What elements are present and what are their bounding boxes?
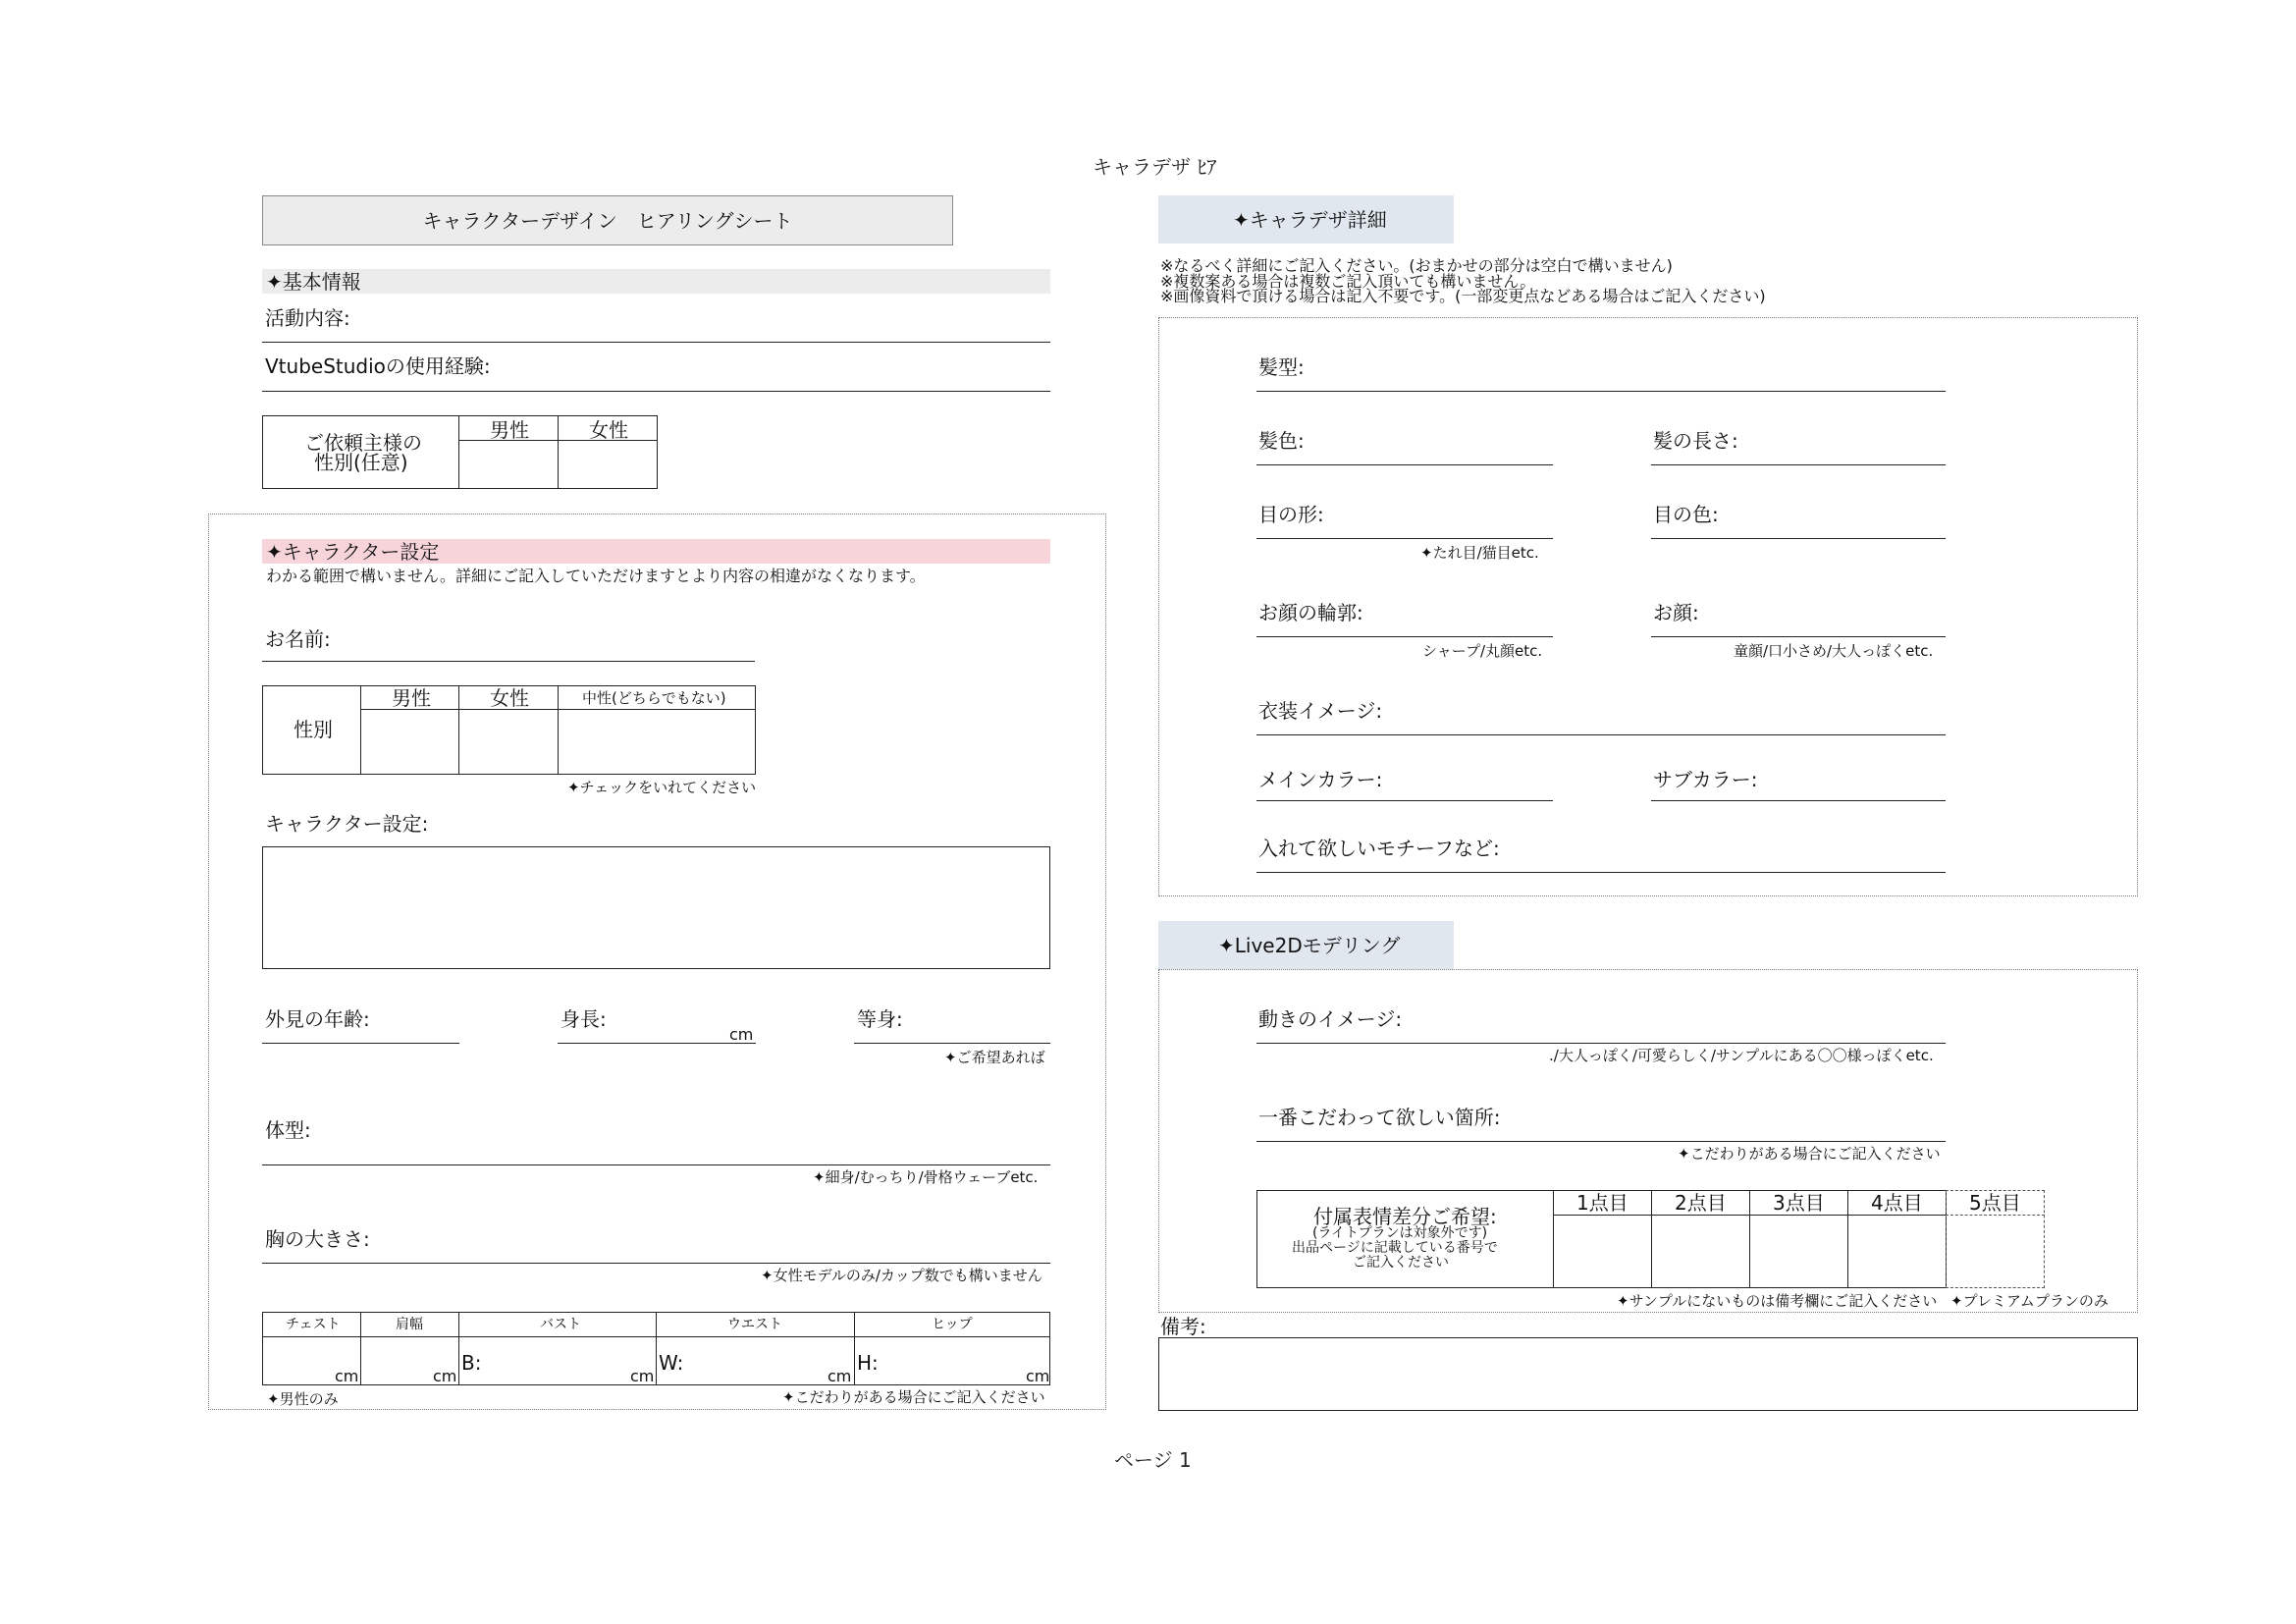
measure-header-shoulder: 肩幅 (396, 1317, 423, 1332)
chest-size-note: ✦女性モデルのみ/カップ数でも構いません (761, 1267, 1042, 1284)
name-label: お名前: (265, 627, 331, 651)
age-label: 外見の年齢: (265, 1007, 370, 1031)
sample-note: ✦サンプルにないものは備考欄にご記入ください (1617, 1292, 1938, 1310)
face-note: 童顔/口小さめ/大人っぽくetc. (1734, 642, 1934, 660)
eye-color-field[interactable] (1651, 538, 1946, 539)
character-setting-textarea[interactable] (262, 846, 1050, 969)
character-gender-male-checkbox[interactable] (362, 711, 457, 773)
face-outline-label: お顔の輪郭: (1258, 601, 1363, 624)
eye-shape-label: 目の形: (1258, 503, 1324, 526)
expression-label-1: 付属表情差分ご希望: (1313, 1205, 1497, 1228)
eye-shape-field[interactable] (1256, 538, 1553, 539)
motion-note: ./大人っぽく/可愛らしく/サンプルにある〇〇様っぽくetc. (1549, 1047, 1934, 1064)
sub-color-label: サブカラー: (1653, 768, 1758, 791)
sheet-title-box (262, 195, 953, 245)
expression-label-3: 出品ページに記載している番号で (1292, 1240, 1498, 1256)
page-footer-number: ページ 1 (1114, 1448, 1192, 1472)
expression-point-2-input[interactable] (1653, 1217, 1748, 1286)
client-gender-male-header: 男性 (490, 418, 529, 442)
height-label: 身長: (561, 1007, 607, 1031)
face-field[interactable] (1651, 636, 1946, 637)
vtube-studio-field[interactable] (262, 391, 1050, 392)
expression-point-4-input[interactable] (1849, 1217, 1945, 1286)
focus-field[interactable] (1256, 1141, 1946, 1142)
expression-point-2-header: 2点目 (1675, 1191, 1727, 1215)
measure-waist-input[interactable] (658, 1338, 853, 1383)
expression-point-5-header: 5点目 (1969, 1191, 2021, 1215)
measure-header-chest: チェスト (286, 1317, 341, 1332)
sub-color-field[interactable] (1651, 800, 1946, 801)
remarks-textarea[interactable] (1158, 1337, 2138, 1411)
premium-note: ✦プレミアムプランのみ (1950, 1292, 2109, 1310)
waist-unit: cm (828, 1367, 852, 1385)
costume-field[interactable] (1256, 734, 1946, 735)
hairstyle-label: 髪型: (1258, 355, 1305, 379)
measure-header-hip: ヒップ (932, 1317, 973, 1332)
hair-color-field[interactable] (1256, 464, 1553, 465)
hairstyle-field[interactable] (1256, 391, 1946, 392)
hip-prefix: H: (857, 1351, 879, 1375)
detail-note-1: ※なるべく詳細にご記入ください。(おまかせの部分は空白で構いません) (1160, 256, 1673, 275)
chest-unit: cm (335, 1367, 359, 1385)
character-setting-label: キャラクター設定: (265, 812, 429, 836)
client-gender-female-checkbox[interactable] (560, 442, 656, 487)
face-label: お顔: (1653, 601, 1699, 624)
sheet-title: キャラクターデザイン ヒアリングシート (422, 209, 793, 233)
name-field[interactable] (262, 661, 755, 662)
client-gender-female-header: 女性 (589, 418, 628, 442)
character-gender-male-header: 男性 (392, 686, 431, 710)
bust-unit: cm (630, 1367, 655, 1385)
expression-label-2: (ライトプランは対象外です) (1312, 1225, 1488, 1241)
check-note: ✦チェックをいれてください (567, 779, 757, 796)
height-unit: cm (729, 1025, 754, 1044)
basic-info-heading: ✦基本情報 (266, 270, 361, 294)
activity-label: 活動内容: (265, 306, 350, 330)
motion-field[interactable] (1256, 1043, 1946, 1044)
face-outline-field[interactable] (1256, 636, 1553, 637)
proportion-field[interactable] (854, 1043, 1050, 1044)
height-field[interactable] (558, 1043, 756, 1044)
character-gender-label: 性別 (294, 718, 333, 741)
main-color-field[interactable] (1256, 800, 1553, 801)
male-only-note: ✦男性のみ (267, 1390, 339, 1408)
hair-length-label: 髪の長さ: (1653, 429, 1738, 453)
detail-heading: ✦キャラデザ詳細 (1233, 208, 1387, 232)
detail-note-3: ※画像資料で頂ける場合は記入不要です。(一部変更点などある場合はご記入ください) (1160, 287, 1766, 305)
expression-point-4-header: 4点目 (1871, 1191, 1923, 1215)
motif-label: 入れて欲しいモチーフなど: (1258, 837, 1500, 860)
focus-label: 一番こだわって欲しい箇所: (1258, 1106, 1501, 1129)
live2d-heading: ✦Live2Dモデリング (1218, 934, 1401, 957)
measurements-note: ✦こだわりがある場合にご記入ください (782, 1388, 1045, 1406)
hair-color-label: 髪色: (1258, 429, 1305, 453)
costume-label: 衣装イメージ: (1258, 699, 1383, 723)
page-header-title: キャラデザ ﾋｱ (1093, 155, 1217, 179)
character-intro: わかる範囲で構いません。詳細にご記入していただけますとより内容の相違がなくなります。 (266, 567, 926, 585)
client-gender-male-checkbox[interactable] (460, 442, 556, 487)
eye-shape-note: ✦たれ目/猫目etc. (1420, 544, 1539, 562)
chest-size-field[interactable] (262, 1263, 1050, 1264)
chest-size-label: 胸の大きさ: (265, 1227, 370, 1251)
eye-color-label: 目の色: (1653, 503, 1719, 526)
body-type-label: 体型: (265, 1118, 311, 1142)
hip-unit: cm (1026, 1367, 1050, 1385)
body-type-field[interactable] (262, 1164, 1050, 1165)
proportion-label: 等身: (857, 1007, 903, 1031)
expression-label-4: ご記入ください (1353, 1255, 1449, 1271)
detail-note-2: ※複数案ある場合は複数ご記入頂いても構いません。 (1160, 272, 1536, 291)
expression-point-3-input[interactable] (1751, 1217, 1846, 1286)
expression-point-3-header: 3点目 (1773, 1191, 1825, 1215)
client-gender-label-1: ご依頼主様の (304, 431, 422, 455)
measure-header-bust: バスト (540, 1317, 581, 1332)
bust-prefix: B: (461, 1351, 482, 1375)
expression-point-1-input[interactable] (1555, 1217, 1650, 1286)
character-gender-female-checkbox[interactable] (460, 711, 556, 773)
motif-field[interactable] (1256, 872, 1946, 873)
expression-point-5-input[interactable] (1948, 1217, 2043, 1286)
focus-note: ✦こだわりがある場合にご記入ください (1678, 1145, 1941, 1163)
client-gender-label-2: 性別(任意) (314, 451, 408, 474)
face-outline-note: シャープ/丸顔etc. (1422, 642, 1543, 660)
shoulder-unit: cm (433, 1367, 457, 1385)
measure-hip-input[interactable] (856, 1338, 1049, 1383)
character-gender-neutral-checkbox[interactable] (560, 711, 754, 773)
main-color-label: メインカラー: (1258, 768, 1383, 791)
vtube-studio-label: VtubeStudioの使用経験: (265, 354, 491, 378)
body-type-note: ✦細身/むっちり/骨格ウェーブetc. (813, 1168, 1039, 1186)
waist-prefix: W: (659, 1351, 684, 1375)
basic-info-heading-bar (262, 269, 1050, 294)
remarks-label: 備考: (1160, 1315, 1206, 1338)
activity-field[interactable] (262, 342, 1050, 343)
measure-bust-input[interactable] (460, 1338, 655, 1383)
motion-label: 動きのイメージ: (1258, 1007, 1403, 1031)
proportion-note: ✦ご希望あれば (944, 1049, 1045, 1066)
hair-length-field[interactable] (1651, 464, 1946, 465)
character-heading: ✦キャラクター設定 (266, 540, 440, 564)
age-field[interactable] (262, 1043, 459, 1044)
character-gender-neutral-header: 中性(どちらでもない) (582, 689, 726, 707)
expression-point-1-header: 1点目 (1576, 1191, 1629, 1215)
character-gender-female-header: 女性 (490, 686, 529, 710)
measure-header-waist: ウエスト (727, 1317, 782, 1332)
